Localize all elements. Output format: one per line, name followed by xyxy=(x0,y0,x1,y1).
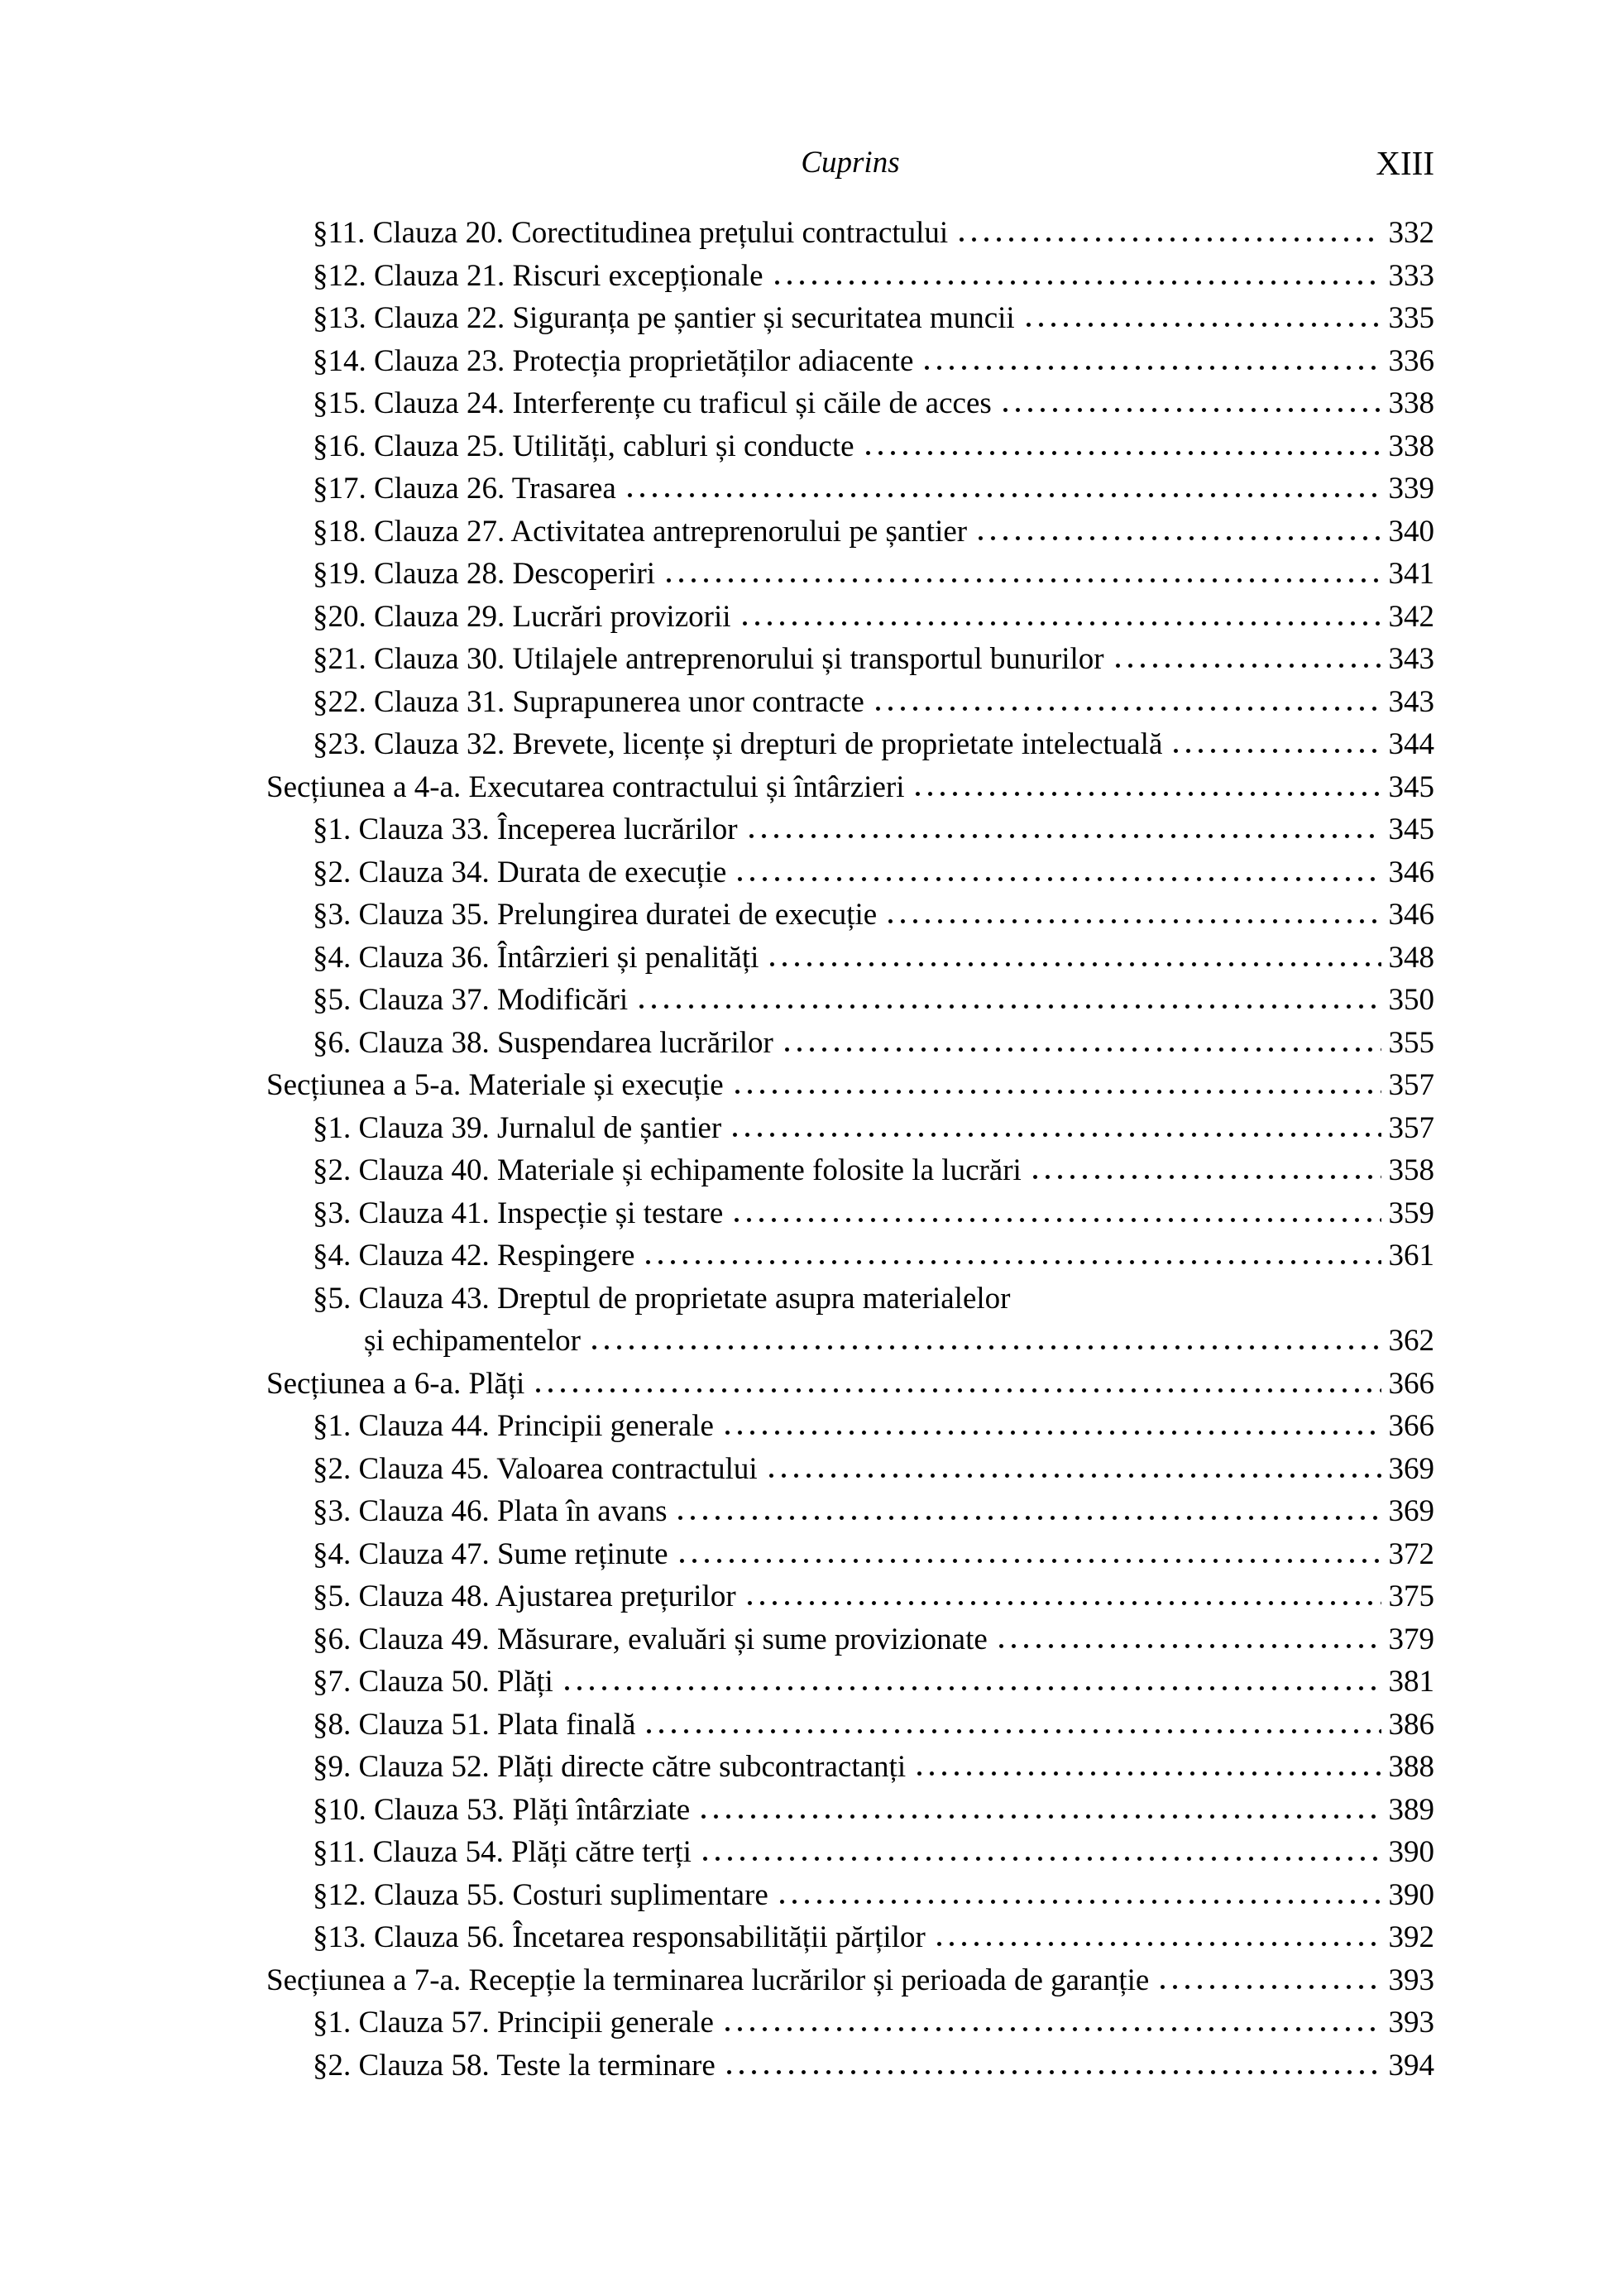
toc-entry xyxy=(313,340,1434,383)
toc-entry xyxy=(266,1363,1434,1406)
toc-entry xyxy=(313,1149,1434,1192)
dotted-leader xyxy=(1022,322,1381,328)
toc-entry-text: §5. Clauza 43. Dreptul de proprietate asupra materialelor xyxy=(313,1281,1011,1316)
dotted-leader xyxy=(862,450,1381,456)
toc-page-number: 369 xyxy=(1388,1494,1434,1528)
dotted-leader xyxy=(643,1728,1381,1734)
dotted-leader xyxy=(1029,1174,1381,1180)
toc-entry xyxy=(266,1959,1434,2002)
toc-page-number: 336 xyxy=(1388,343,1434,378)
toc-page-number: 343 xyxy=(1388,642,1434,676)
toc-entry-text: §9. Clauza 52. Plăți directe către subcontractanți xyxy=(313,1750,907,1784)
dotted-leader xyxy=(781,1047,1381,1052)
toc-entry-text: §13. Clauza 56. Încetarea responsabilității părților xyxy=(313,1920,926,1954)
toc-entry xyxy=(313,808,1434,851)
toc-page-number: 394 xyxy=(1388,2048,1434,2083)
text-block xyxy=(266,141,1434,2087)
toc-page-number: 362 xyxy=(1388,1324,1434,1358)
toc-entry xyxy=(313,1022,1434,1065)
toc-entry-text: §3. Clauza 35. Prelungirea duratei de execuție xyxy=(313,898,878,932)
toc-entry-text: §1. Clauza 33. Începerea lucrărilor xyxy=(313,812,738,846)
toc-page-number: 355 xyxy=(1388,1025,1434,1060)
dotted-leader xyxy=(731,1089,1381,1095)
dotted-leader xyxy=(921,365,1381,371)
toc-entry xyxy=(313,1661,1434,1704)
toc-entry-text: §8. Clauza 51. Plata finală xyxy=(313,1707,636,1742)
toc-entry-text: §18. Clauza 27. Activitatea antreprenorului pe șantier xyxy=(313,514,968,549)
dotted-leader xyxy=(913,1771,1381,1776)
toc-entry-text: Secțiunea a 5-a. Materiale și execuție xyxy=(266,1068,724,1102)
dotted-leader xyxy=(642,1259,1381,1265)
toc-page-number: 348 xyxy=(1388,940,1434,975)
toc-entry xyxy=(313,851,1434,894)
toc-entry xyxy=(313,1192,1434,1235)
toc-entry-text: §1. Clauza 57. Principii generale xyxy=(313,2006,714,2040)
dotted-leader xyxy=(697,1814,1381,1819)
dotted-leader xyxy=(721,1430,1381,1436)
toc-page-number: 393 xyxy=(1388,2006,1434,2040)
toc-entry xyxy=(313,212,1434,255)
toc-page-number: 366 xyxy=(1388,1366,1434,1401)
toc-entry xyxy=(313,723,1434,766)
toc-page-number: 340 xyxy=(1388,514,1434,549)
toc-entry-text: Secțiunea a 4-a. Executarea contractului și întârzieri xyxy=(266,769,905,804)
toc-page-number: 372 xyxy=(1388,1536,1434,1571)
dotted-leader xyxy=(721,2026,1381,2032)
table-of-contents xyxy=(266,212,1434,2087)
toc-page-number: 335 xyxy=(1388,301,1434,335)
toc-entry-text: §4. Clauza 47. Sume reținute xyxy=(313,1536,668,1571)
toc-entry xyxy=(313,467,1434,510)
toc-entry-text: și echipamentelor xyxy=(364,1324,581,1358)
toc-entry xyxy=(313,638,1434,681)
toc-entry xyxy=(313,1618,1434,1661)
toc-page-number: 357 xyxy=(1388,1110,1434,1145)
toc-entry xyxy=(313,297,1434,340)
toc-entry-text: §7. Clauza 50. Plăți xyxy=(313,1665,553,1699)
toc-entry-text: §1. Clauza 39. Jurnalul de șantier xyxy=(313,1110,722,1145)
toc-entry xyxy=(313,2044,1434,2087)
toc-page-number: 375 xyxy=(1388,1579,1434,1613)
toc-entry xyxy=(313,894,1434,937)
toc-page-number: 342 xyxy=(1388,599,1434,634)
dotted-leader xyxy=(663,578,1381,583)
dotted-leader xyxy=(771,280,1381,285)
dotted-leader xyxy=(766,961,1381,967)
toc-entry-text: §2. Clauza 45. Valoarea contractului xyxy=(313,1451,758,1486)
toc-entry-text: §12. Clauza 55. Costuri suplimentare xyxy=(313,1877,768,1912)
toc-page-number: 381 xyxy=(1388,1665,1434,1699)
toc-page-number: 346 xyxy=(1388,898,1434,932)
toc-entry-text: §3. Clauza 46. Plata în avans xyxy=(313,1494,668,1528)
toc-entry xyxy=(313,1107,1434,1150)
dotted-leader xyxy=(674,1515,1381,1521)
dotted-leader xyxy=(699,1856,1381,1862)
page-header xyxy=(266,141,1434,185)
toc-entry xyxy=(313,1704,1434,1747)
toc-entry-text: §6. Clauza 49. Măsurare, evaluări și sume provizionate xyxy=(313,1622,988,1656)
toc-entry-text: §2. Clauza 58. Teste la terminare xyxy=(313,2048,716,2083)
toc-entry-text: §1. Clauza 44. Principii generale xyxy=(313,1409,714,1443)
toc-entry-text: §10. Clauza 53. Plăți întârziate xyxy=(313,1792,691,1827)
toc-page-number: 390 xyxy=(1388,1877,1434,1912)
dotted-leader xyxy=(912,791,1381,797)
toc-entry-text: §17. Clauza 26. Trasarea xyxy=(313,472,616,506)
toc-page-number: 393 xyxy=(1388,1963,1434,1997)
toc-entry-text: §11. Clauza 54. Plăți către terți xyxy=(313,1835,692,1869)
toc-entry-text: §16. Clauza 25. Utilități, cabluri și conducte xyxy=(313,429,854,463)
toc-page-number: 341 xyxy=(1388,557,1434,591)
dotted-leader xyxy=(1112,663,1381,669)
toc-page-number: 389 xyxy=(1388,1792,1434,1827)
toc-entry-text: §2. Clauza 34. Durata de execuție xyxy=(313,855,727,889)
dotted-leader xyxy=(999,407,1381,413)
toc-entry xyxy=(313,2001,1434,2044)
toc-entry xyxy=(313,937,1434,980)
toc-entry xyxy=(313,425,1434,468)
toc-page-number: 369 xyxy=(1388,1451,1434,1486)
running-title: Cuprins xyxy=(801,146,900,180)
toc-page-number: 392 xyxy=(1388,1920,1434,1954)
page-number: XIII xyxy=(1376,144,1434,182)
dotted-leader xyxy=(723,2069,1381,2075)
toc-entry-text: §15. Clauza 24. Interferențe cu traficul și căile de acces xyxy=(313,386,992,420)
toc-page-number: 346 xyxy=(1388,855,1434,889)
toc-entry xyxy=(313,1874,1434,1917)
toc-page-number: 361 xyxy=(1388,1239,1434,1273)
toc-entry-text: §14. Clauza 23. Protecția proprietăților adiacente xyxy=(313,343,914,378)
toc-page-number: 366 xyxy=(1388,1409,1434,1443)
toc-page-number: 379 xyxy=(1388,1622,1434,1656)
toc-entry xyxy=(313,382,1434,425)
toc-entry xyxy=(364,1320,1434,1363)
toc-entry-text: §13. Clauza 22. Siguranța pe șantier și securitatea muncii xyxy=(313,301,1015,335)
toc-page-number: 358 xyxy=(1388,1153,1434,1187)
dotted-leader xyxy=(635,1004,1381,1009)
dotted-leader xyxy=(872,706,1381,712)
toc-entry xyxy=(266,766,1434,809)
toc-page-number: 344 xyxy=(1388,727,1434,761)
dotted-leader xyxy=(995,1643,1381,1649)
toc-entry xyxy=(313,1533,1434,1576)
toc-entry-text: Secțiunea a 6-a. Plăți xyxy=(266,1366,525,1401)
dotted-leader xyxy=(745,833,1381,839)
dotted-leader xyxy=(884,918,1381,924)
toc-entry xyxy=(313,681,1434,724)
toc-entry-text: §3. Clauza 41. Inspecție și testare xyxy=(313,1196,724,1230)
toc-page-number: 338 xyxy=(1388,429,1434,463)
toc-entry xyxy=(313,1831,1434,1874)
toc-entry-text: §23. Clauza 32. Brevete, licențe și drepturi de proprietate intelectuală xyxy=(313,727,1163,761)
toc-page-number: 343 xyxy=(1388,684,1434,719)
dotted-leader xyxy=(765,1473,1381,1479)
toc-entry-text: §5. Clauza 37. Modificări xyxy=(313,983,629,1017)
toc-entry xyxy=(266,1064,1434,1107)
toc-entry xyxy=(313,1789,1434,1832)
toc-page-number: 388 xyxy=(1388,1750,1434,1784)
dotted-leader xyxy=(729,1132,1381,1138)
toc-entry xyxy=(313,510,1434,554)
dotted-leader xyxy=(588,1345,1381,1350)
toc-entry-text: §22. Clauza 31. Suprapunerea unor contracte xyxy=(313,684,864,719)
dotted-leader xyxy=(730,1217,1381,1223)
toc-entry-text: §20. Clauza 29. Lucrări provizorii xyxy=(313,599,731,634)
toc-entry xyxy=(313,979,1434,1022)
dotted-leader xyxy=(676,1558,1381,1564)
toc-entry-text: §21. Clauza 30. Utilajele antreprenorului și transportul bunurilor xyxy=(313,642,1104,676)
toc-entry-text: §4. Clauza 36. Întârzieri și penalități xyxy=(313,940,759,975)
dotted-leader xyxy=(532,1388,1381,1393)
toc-page-number: 359 xyxy=(1388,1196,1434,1230)
dotted-leader xyxy=(739,621,1381,626)
toc-entry-text: Secțiunea a 7-a. Recepție la terminarea lucrărilor și perioada de garanție xyxy=(266,1963,1150,1997)
toc-page-number: 333 xyxy=(1388,258,1434,293)
toc-page-number: 386 xyxy=(1388,1707,1434,1742)
toc-page-number: 345 xyxy=(1388,812,1434,846)
toc-entry xyxy=(313,596,1434,639)
toc-page-number: 345 xyxy=(1388,769,1434,804)
toc-entry-text: §19. Clauza 28. Descoperiri xyxy=(313,557,656,591)
dotted-leader xyxy=(734,876,1381,882)
dotted-leader xyxy=(561,1685,1381,1691)
toc-page-number: 390 xyxy=(1388,1835,1434,1869)
toc-entry xyxy=(313,1234,1434,1277)
toc-entry-text: §2. Clauza 40. Materiale și echipamente folosite la lucrări xyxy=(313,1153,1022,1187)
toc-page-number: 350 xyxy=(1388,983,1434,1017)
toc-page-number: 332 xyxy=(1388,216,1434,250)
dotted-leader xyxy=(933,1941,1381,1947)
toc-entry xyxy=(313,1746,1434,1789)
toc-entry xyxy=(313,553,1434,596)
dotted-leader xyxy=(1170,748,1381,754)
toc-page-number: 339 xyxy=(1388,472,1434,506)
toc-page-number: 357 xyxy=(1388,1068,1434,1102)
dotted-leader xyxy=(744,1600,1381,1606)
toc-entry xyxy=(313,1575,1434,1618)
toc-entry-text: §6. Clauza 38. Suspendarea lucrărilor xyxy=(313,1025,773,1060)
toc-entry xyxy=(313,1916,1434,1959)
toc-entry xyxy=(313,1448,1434,1491)
toc-entry xyxy=(313,1277,1434,1321)
toc-entry xyxy=(313,1405,1434,1448)
dotted-leader xyxy=(776,1899,1381,1905)
dotted-leader xyxy=(974,535,1381,541)
toc-page-number: 338 xyxy=(1388,386,1434,420)
dotted-leader xyxy=(1156,1984,1381,1990)
toc-entry-text: §4. Clauza 42. Respingere xyxy=(313,1239,635,1273)
toc-entry xyxy=(313,255,1434,298)
toc-entry-text: §12. Clauza 21. Riscuri excepționale xyxy=(313,258,763,293)
dotted-leader xyxy=(624,492,1381,498)
toc-entry xyxy=(313,1490,1434,1533)
toc-entry-text: §11. Clauza 20. Corectitudinea prețului contractului xyxy=(313,216,949,250)
dotted-leader xyxy=(955,237,1381,242)
toc-entry-text: §5. Clauza 48. Ajustarea prețurilor xyxy=(313,1579,736,1613)
